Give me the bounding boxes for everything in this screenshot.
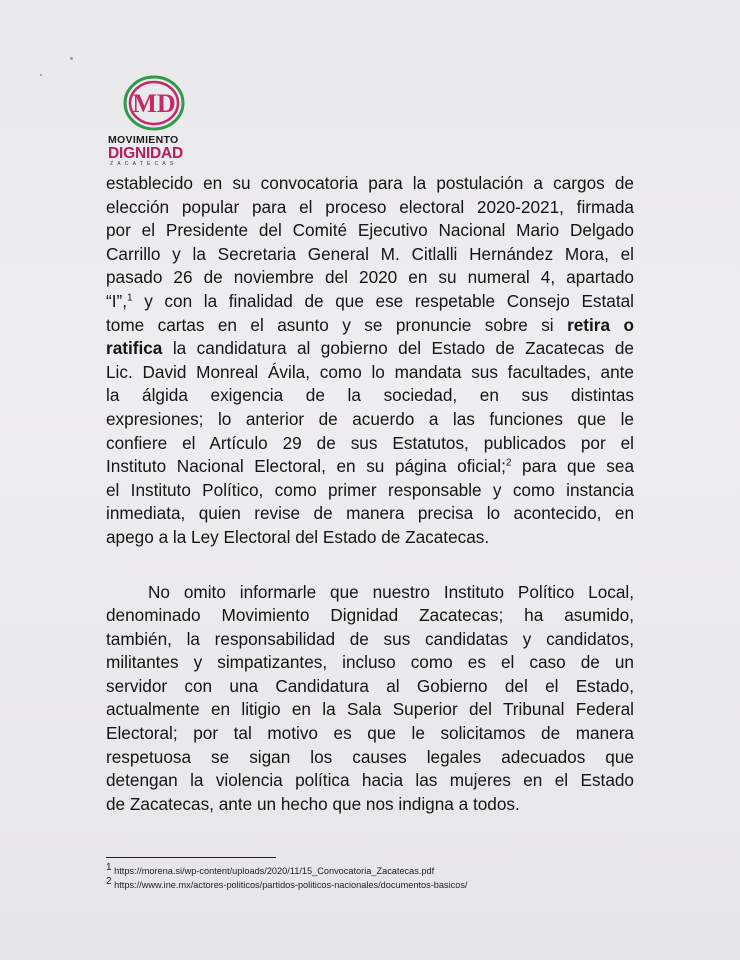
footnote-rule xyxy=(106,857,276,858)
party-emblem xyxy=(122,74,186,132)
text-line: expresiones; lo anterior de acuerdo a las funciones que le xyxy=(106,408,634,429)
logo-text-dignidad: DIGNIDAD xyxy=(108,145,184,162)
text-line: de Zacatecas, ante un hecho que nos indigna a todos. xyxy=(106,793,520,814)
text-line: actualmente en litigio en la Sala Superior del Tribunal Federal xyxy=(106,699,634,720)
text-line: también, la responsabilidad de sus candidatas y candidatos, xyxy=(106,628,634,649)
paragraph-1 xyxy=(106,172,634,550)
text-line: Instituto Nacional Electoral, en su página oficial;$^2$ para que sea xyxy=(106,456,634,477)
footnote-1: $^1$ https://morena.si/wp-content/uploads/2020/11/15_Convocatoria_Zacatecas.pdf xyxy=(106,861,435,876)
logo-text-zacatecas: ZACATECAS xyxy=(110,161,178,167)
text-line: por el Presidente del Comité Ejecutivo Nacional Mario Delgado xyxy=(106,220,634,241)
text-line: denominado Movimiento Dignidad Zacatecas; ha asumido, xyxy=(106,605,634,626)
scan-speck xyxy=(40,74,42,76)
text-line: el Instituto Político, como primer responsable y como instancia xyxy=(106,479,634,500)
letter-body xyxy=(106,172,634,816)
logo-text-movimiento: MOVIMIENTO xyxy=(108,134,179,146)
text-line: confiere el Artículo 29 de sus Estatutos, publicados por el xyxy=(106,432,634,453)
text-line: Electoral; por tal motivo es que le solicitamos de manera xyxy=(106,723,634,744)
text-line: No omito informarle que nuestro Instituto Político Local, xyxy=(148,581,634,602)
text-line: apego a la Ley Electoral del Estado de Zacatecas. xyxy=(106,526,490,547)
scan-speck xyxy=(70,57,73,60)
text-line: tome cartas en el asunto y se pronuncie sobre si retira o xyxy=(106,314,634,335)
text-line: la álgida exigencia de la sociedad, en sus distintas xyxy=(106,385,634,406)
text-line: inmediata, quien revise de manera precisa lo acontecido, en xyxy=(106,503,634,524)
party-logo xyxy=(104,74,204,167)
text-line: militantes y simpatizantes, incluso como es el caso de un xyxy=(106,652,634,673)
text-line: elección popular para el proceso electoral 2020-2021, firmada xyxy=(106,196,634,217)
text-line: servidor con una Candidatura al Gobierno del el Estado, xyxy=(106,675,634,696)
text-line: Carrillo y la Secretaria General M. Citlalli Hernández Mora, el xyxy=(106,243,634,264)
text-line: pasado 26 de noviembre del 2020 en su numeral 4, apartado xyxy=(106,267,634,288)
text-line: ratifica la candidatura al gobierno del Estado de Zacatecas de xyxy=(106,338,634,359)
text-line: detengan la violencia política hacia las mujeres en el Estado xyxy=(106,770,634,791)
text-line: establecido en su convocatoria para la postulación a cargos de xyxy=(106,173,634,193)
footnote-2: $^2$ https://www.ine.mx/actores-politicos/partidos-politicos-nacionales/documentos-basicos/ xyxy=(106,875,468,890)
svg-text:MD: MD xyxy=(132,89,176,118)
text-line: respetuosa se sigan los causes legales adecuados que xyxy=(106,746,634,767)
footnote-2-link[interactable]: https://www.ine.mx/actores-politicos/partidos-politicos-nacionales/documentos-basicos/ xyxy=(114,880,468,890)
text-line: Lic. David Monreal Ávila, como lo mandata sus facultades, ante xyxy=(106,361,634,382)
footnote-1-link[interactable]: https://morena.si/wp-content/uploads/2020/11/15_Convocatoria_Zacatecas.pdf xyxy=(114,866,435,876)
text-line: “I”,$^1$ y con la finalidad de que ese respetable Consejo Estatal xyxy=(106,290,634,311)
paragraph-2 xyxy=(106,581,634,817)
